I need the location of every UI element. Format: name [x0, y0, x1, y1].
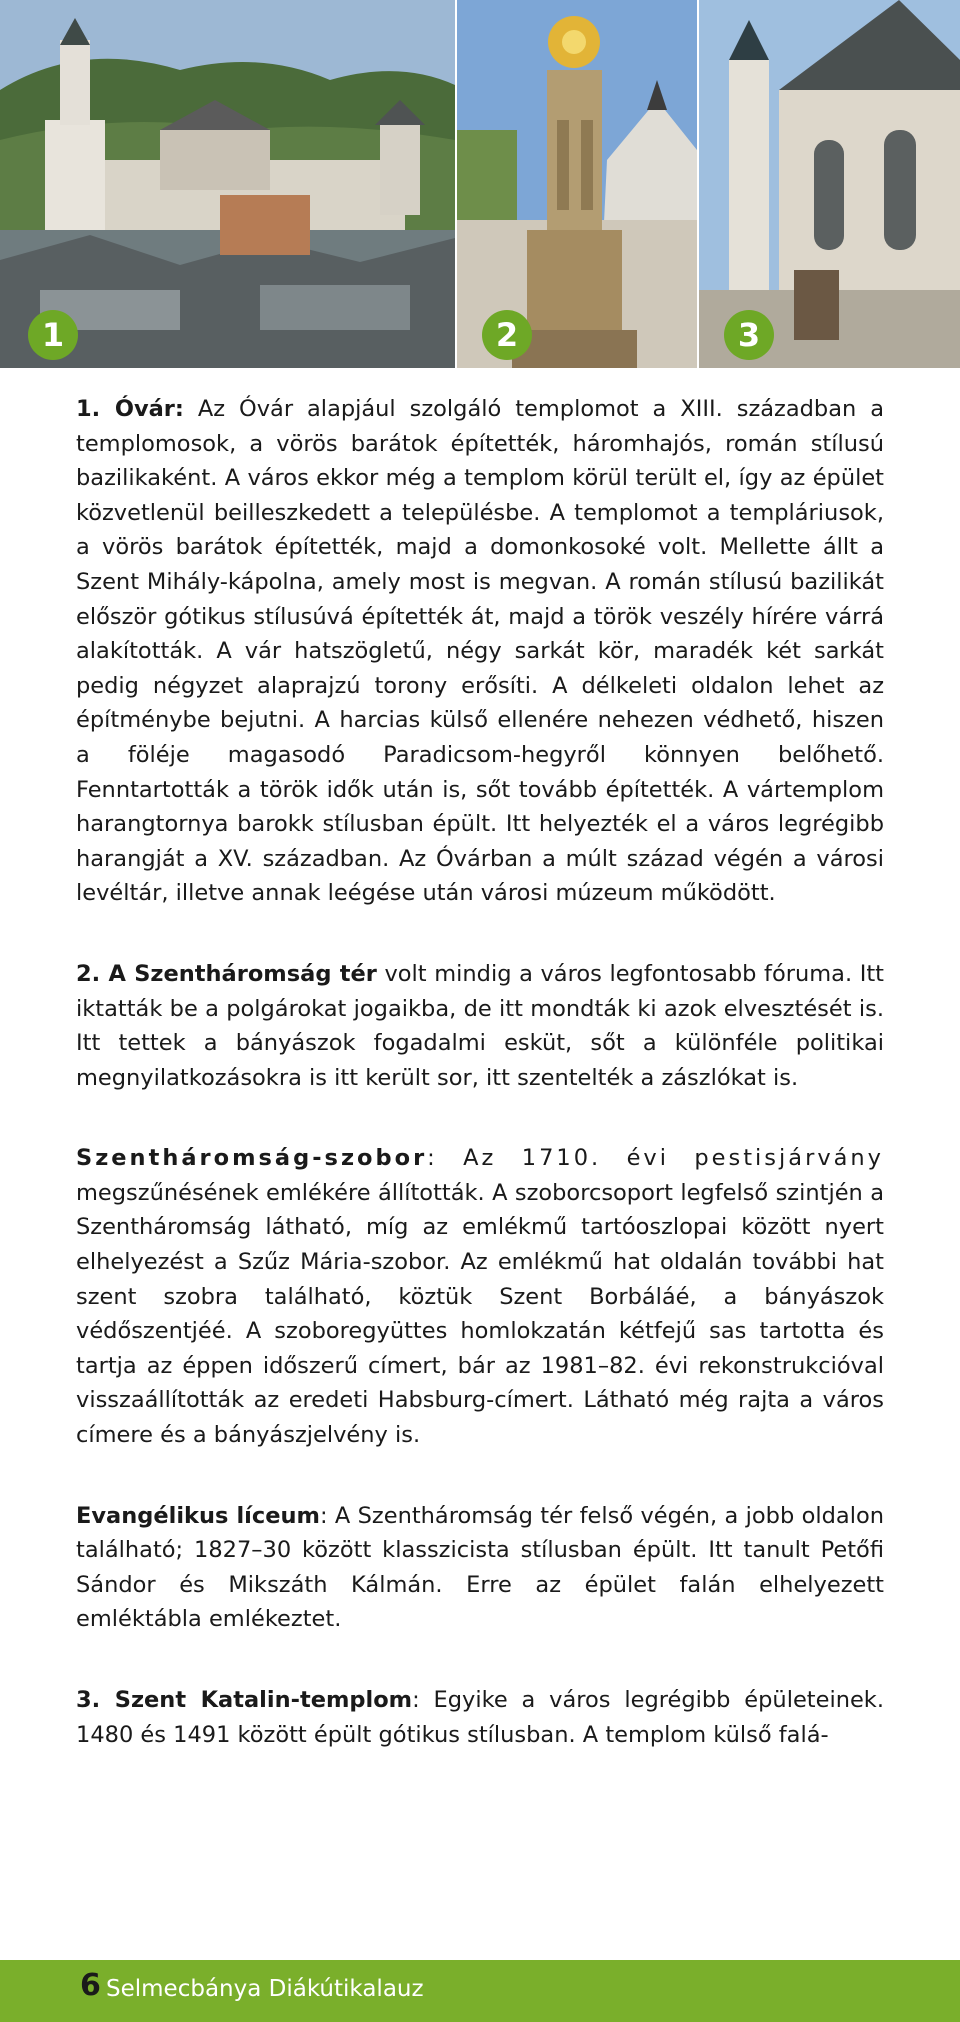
photo-trinity-square — [457, 0, 697, 368]
old-castle-image — [0, 0, 455, 368]
page-footer — [0, 1960, 960, 2022]
heading-st-catherine: 3. Szent Katalin-templom — [76, 1687, 413, 1713]
paragraph-trinity-square — [76, 957, 884, 1095]
text-trinity-statue-lead: : Az 1710. évi pestisjárvány — [427, 1145, 884, 1172]
photo-st-catherine-church — [699, 0, 960, 368]
text-trinity-statue: megszűnésének emlékére állították. A szoborcsoport legfelső szintjén a Szentháromság látható, míg az emlékmű tartóoszlopai között nyert elhelyezést a Szűz Mária-szobor. Az emlékmű hat oldalán további hat szent szobra található, köztük Szent Borbáláé, a bányászok védőszentjéé. A szoboregyüttes homlokzatán kétfejű sas tartotta és tartja az éppen időszerű címert, bár az 1981–82. évi rekonstrukcióval visszaállították az eredeti Habsburg-címert. Látható még rajta a város címere és a bányászjelvény is. — [76, 1179, 884, 1449]
photo-number-badge-1: 1 — [28, 310, 78, 360]
paragraph-lyceum — [76, 1499, 884, 1637]
heading-lyceum: Evangélikus líceum — [76, 1502, 320, 1529]
text-st-catherine: : Egyike a város legrégibb épületeinek. 1480 és 1491 között épült gótikus stílusban. A templom külső falá- — [76, 1687, 884, 1748]
photo-old-castle — [0, 0, 455, 368]
footer-title: Selmecbánya Diákútikalauz — [106, 1976, 424, 2002]
page-number: 6 — [80, 1968, 101, 2003]
photo-number-badge-2: 2 — [482, 310, 532, 360]
photo-strip — [0, 0, 960, 368]
photo-number-badge-3: 3 — [724, 310, 774, 360]
paragraph-st-catherine — [76, 1683, 884, 1752]
article-body — [76, 392, 884, 1752]
heading-old-castle: 1. Óvár: — [76, 396, 184, 422]
text-trinity-square: volt mindig a város legfontosabb fóruma. Itt iktatták be a polgárokat jogaikba, de itt mondták ki azok elvesztését is. Itt tettek a bányászok fogadalmi esküt, sőt a különféle politikai megnyilatkozásokra is itt került sor, itt szentelték a zászlókat is. — [76, 960, 885, 1091]
heading-trinity-statue: Szentháromság-szobor — [76, 1145, 428, 1172]
paragraph-trinity-statue — [76, 1141, 884, 1452]
heading-trinity-square: 2. A Szentháromság tér — [76, 960, 377, 987]
paragraph-old-castle — [76, 392, 884, 911]
text-old-castle: Az Óvár alapjául szolgáló templomot a XIII. században a templomosok, a vörös barátok építették, háromhajós, román stílusú bazilikaként. A város ekkor még a templom körül terült el, így az épület közvetlenül beilleszkedett a településbe. A templomot a templáriusok, a vörös barátok építették, majd a domonkosoké volt. Mellette állt a Szent Mihály-kápolna, amely most is megvan. A román stílusú bazilikát először gótikus stílusúvá építették át, majd a török veszély hírére várrá alakították. A vár hatszögletű, négy sarkát kör, maradék két sarkát pedig négyzet alaprajzú torony erősíti. A délkeleti oldalon lehet az építménybe bejutni. A harcias külső ellenére nehezen védhető, hiszen a föléje magasodó Paradicsom-hegyről könnyen belőhető. Fenntartották a török idők után is, sőt tovább építették. A vártemplom harangtornya barokk stílusban épült. Itt helyezték el a város legrégibb harangját a XV. században. Az Óvárban a múlt század végén a városi levéltár, illetve annak leégése után városi múzeum működött. — [76, 396, 884, 907]
text-lyceum: : A Szentháromság tér felső végén, a jobb oldalon található; 1827–30 között klasszicista stílusban épült. Itt tanult Petőfi Sándor és Mikszáth Kálmán. Erre az épület falán elhelyezett emléktábla emlékeztet. — [76, 1502, 884, 1633]
